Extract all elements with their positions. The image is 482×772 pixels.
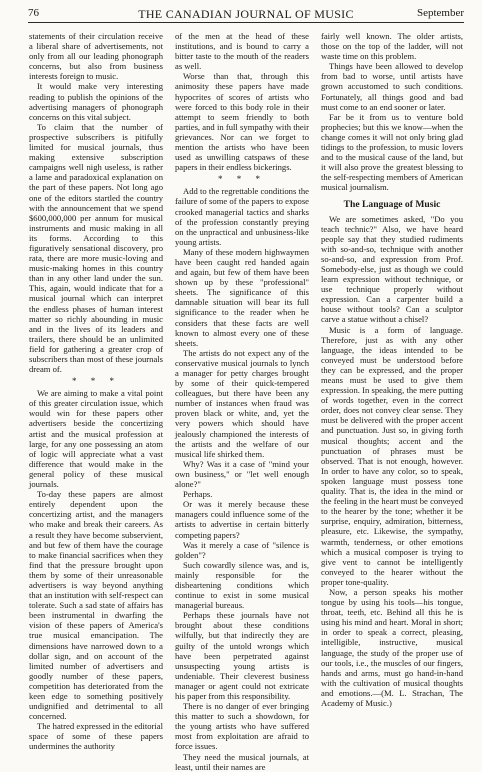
paragraph: Worse than that, through this animosity these papers have made hypocrites of scores of artists who were forced to this body role in their attempt to seem friendly to both parties, and in full sympathy with their grievances. Nor can we forget to mention the artists who have been used as unwilling catspaws of these papers in their endless bickerings.	[175, 71, 309, 173]
journal-title: THE CANADIAN JOURNAL OF MUSIC	[138, 7, 354, 21]
paragraph: Many of these modern highwaymen have been caught red handed again and again, but few of them have been shown up by these "professional" sheets. The significance of this damnable situation will bear its full significance to the reader when he considers that these facts are well known to almost every one of these sheets.	[175, 246, 309, 348]
paragraph: They need the musical journals, at least, until their names are	[175, 751, 309, 772]
column-middle	[175, 31, 309, 772]
paragraph: We are aiming to make a vital point of this greater circulation issue, which would win for these papers other advertisers beside the concertizing artist and the musical profession at large, for any one possessing an atom of logic will appreciate what a vast difference that would make in the general policy of these musical journals.	[29, 388, 163, 490]
paragraph: Perhaps these journals have not brought about these conditions wilfully, but that indirectly they are guilty of the untold wrongs which have been perpetrated against unsuspecting young artists is undeniable. Their cleverest business manager or agent could not extricate his paper from this responsibility.	[175, 610, 309, 701]
paragraph: It would make very interesting reading to publish the opinions of the advertising managers of phonograph concerns on this vital subject.	[29, 81, 163, 122]
paragraph: fairly well known. The older artists, those on the top of the ladder, will not waste time on this problem.	[321, 31, 463, 62]
paragraph: Add to the regrettable conditions the failure of some of the papers to expose crooked managerial tactics and sharks of the profession constantly preying on the unpractical and unbusiness-like young artists.	[175, 186, 309, 247]
section-break: * * *	[218, 174, 266, 185]
running-header	[28, 7, 464, 23]
paragraph: Perhaps.	[183, 489, 213, 500]
header-rule	[28, 22, 464, 23]
paragraph: Or was it merely because these managers could influence some of the artists to advertise in certain bitterly competing papers?	[175, 499, 309, 540]
paragraph: statements of their circulation receive a liberal share of advertisements, not only from all our leading phonograph concerns, but also from business interests foreign to music.	[29, 31, 163, 82]
paragraph: Why? Was it a case of "mind your own business," or "let well enough alone?"	[175, 458, 309, 490]
paragraph: To claim that the number of prospective subscribers is pitifully limited for musical journals, thus making extensive subscription campaigns well nigh useless, is rather a lame and paradoxical explanation on the part of these papers. Not long ago one of the editors startled the country with the announcement that we spend $600,000,000 per annum for musical instruments and music making in all its forms. According to this figuratively sensational discovery, pro rata, there are more music-loving and music-making homes in this country than in any other land under the sun. This, again, would indicate that for a musical journal which can interpret the endless phases of human interest matter so richly abounding in music and in the lives of its leaders and trailers, there should be an unlimited field for gathering a greater crop of subscribers than most of these journals dream of.	[29, 121, 163, 375]
column-left	[29, 31, 163, 753]
paragraph: Music is a form of language. Therefore, just as with any other language, the ideas intended to be conveyed must be understood before they can be expressed, and the proper means must be used to give them expression. In speaking, the mere putting of words together, even in the correct order, does not convey clear sense. They must be delivered with the proper accent and punctuation. Just so, in giving forth musical thoughts; accent and the punctuation of phrases must be observed. That is not enough, however. In order to have any color, so to speak, spoken language must possess tone quality. That is, the idea in the mind or the feeling in the heart must be conveyed to the hearer by the tone; whether it be surprise, enquiry, admiration, bitterness, pleasure, etc. Likewise, the sympathy, warmth, tenderness, or other emotions which a musical composer is trying to give vent to cannot be intelligently conveyed to the hearer without the proper tone-quality.	[321, 324, 463, 587]
paragraph: Such cowardly silence was, and is, mainly responsible for the disheartening conditions which continue to exist in some musical managerial bureaus.	[175, 559, 309, 611]
section-heading: The Language of Music	[343, 198, 441, 210]
paragraph: Far be it from us to venture bold prophecies; but this we know—when the change comes it will not only bring glad tidings to the profession, to music lovers and to the musical cause of the land, but it will also prove the greatest blessing to the self-respecting members of American musical journalism.	[321, 111, 463, 193]
paragraph: Now, a person speaks his mother tongue by using his tools—his tongue, throat, teeth, etc. Behind all this he is using his mind and heart. Moral in short; in order to speak a correct, pleasing, intelligible, instructive, musical language, the study of the proper use of our tools, i.e., the muscles of our fingers, hands and arms, must go hand-in-hand with the cultivation of musical thoughts and emotions.—(M. L. Strachan, The Academy of Music.)	[321, 586, 463, 708]
paragraph: The hatred expressed in the editorial space of some of these papers undermines the authority	[29, 721, 163, 752]
page-number: 76	[28, 7, 39, 19]
section-break: * * *	[72, 376, 120, 387]
paragraph: There is no danger of ever bringing this matter to such a showdown, for the young artists who have suffered most from exploitation are afraid to force issues.	[175, 701, 309, 752]
paragraph: To-day these papers are almost entirely dependent upon the concertizing artist, and the managers who make and break their careers. As a result they have become subservient, and but few of them have the courage to make financial sacrifices when they find that the pressure brought upon them by some of their unreasonable advertisers is way beyond anything that an institution with self-respect can tolerate. Such a sad state of affairs has been instrumental in dwarfing the vision of these papers of America's true musical emancipation. The dimensions have narrowed down to a dollar sign, and on account of the limited number of advertisers and goodly number of these papers, competition has deteriorated from the keen edge to something positively undignified and detrimental to all concerned.	[29, 489, 163, 722]
paragraph: Was it merely a case of "silence is golden"?	[175, 539, 309, 560]
paragraph: We are sometimes asked, "Do you teach technic?" Also, we have heard people say that they studied rudiments with so-and-so, technique with another so-and-so, and expression from Prof. Somebody-else, just as though we could learn expression without technique, or use technique properly without expression. Can a carpenter build a house without tools? Can a sculptor carve a statue without a chisel?	[321, 213, 463, 325]
column-right	[321, 31, 463, 753]
paragraph: The artists do not expect any of the conservative musical journals to lynch a manager for petty charges brought by some of their quick-tempered colleagues, but there have been any number of instances when fraud was proven black or white, and, yet the very powers which should have jealously championed the interests of the artists and the welfare of our musical life shirked them.	[175, 347, 309, 459]
issue-month: September	[416, 7, 464, 19]
paragraph: Things have been allowed to develop from bad to worse, until artists have grown accustomed to such conditions. Fortunately, all things good and bad must come to an end sooner or later.	[321, 61, 463, 112]
paragraph: of the men at the head of these institutions, and is bound to carry a bitter taste to the mouth of the readers as well.	[175, 31, 309, 72]
